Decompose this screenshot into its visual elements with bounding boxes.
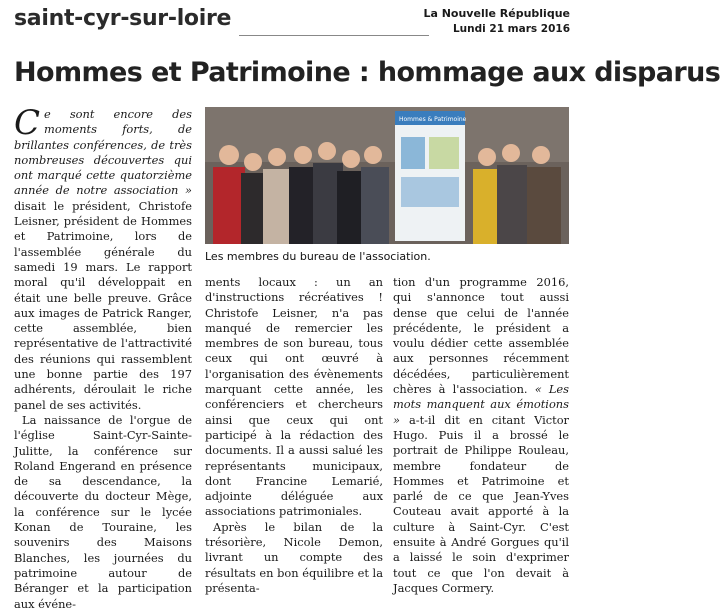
lead-quote: e sont encore des moments forts, de brillantes conférences, de très nombreuses découvertes qui ont marqué cette quatorzième année de notre association » (14, 107, 192, 198)
paragraph-3: ments locaux : un an d'instructions récréatives ! Christofe Leisner, n'a pas manqué de remercier les membres de son bureau, tous ceux qui ont œuvré à l'organisation des évènements marquant cette année, les conférenciers et chercheurs ainsi que ceux qui ont participé à la rédaction des documents. Il a aussi salué les représentants municipaux, dont Francine Lemarié, adjointe déléguée aux associations patrimoniales. (205, 275, 383, 519)
article-photo (205, 107, 569, 244)
newspaper-name: La Nouvelle République (423, 7, 570, 20)
photo-caption: Les membres du bureau de l'association. (205, 250, 431, 263)
article-column-3 (393, 275, 569, 596)
section-title: saint-cyr-sur-loire (14, 6, 232, 31)
paragraph-4: Après le bilan de la trésorière, Nicole Demon, livrant un compte des résultats en bon équilibre et la présenta- (205, 519, 383, 595)
header-rule (239, 35, 429, 36)
group-photo-illustration (205, 107, 569, 244)
article-column-2 (205, 275, 383, 596)
paragraph-5: tion d'un programme 2016, qui s'annonce tout aussi dense que celui de l'année précédente, le président a voulu dédier cette assemblée aux personnes récemment décédées, particulièrement chères à l'association. (393, 275, 569, 397)
paragraph-5-end: a-t-il dit en citant Victor Hugo. Puis il a brossé le portrait de Philippe Rouleau, membre fondateur de Hommes et Patrimoine et parlé de ce que Jean-Yves Couteau avait apporté à la culture à Saint-Cyr. C'est ensuite à André Gorgues qu'il a laissé le soin d'exprimer tout ce que l'on devait à Jacques Cormery. (393, 412, 569, 595)
banner-title: Hommes & Patrimoine (399, 116, 467, 123)
article-headline: Hommes et Patrimoine : hommage aux disparus (14, 57, 720, 88)
article-column-1 (14, 103, 192, 612)
page-header (14, 6, 570, 42)
drop-cap: C (14, 103, 41, 143)
paragraph-2: La naissance de l'orgue de l'église Saint-Cyr-Sainte-Julitte, la conférence sur Roland Engerand en présence de sa descendance, la découverte du docteur Mège, la conférence sur le lycée Konan de Touraine, les souvenirs des Maisons Blanches, les journées du patrimoine autour de Béranger et la participation aux événe- (14, 412, 192, 611)
lead-text: disait le président, Christofe Leisner, président de Hommes et Patrimoine, lors de l'assemblée générale du samedi 19 mars. Le rapport moral qu'il développait en était une belle preuve. Grâce aux images de Patrick Ranger, cette assemblée, bien représentative de l'attractivité des réunions qui rassemblent une bonne partie des 197 adhérents, déroulait le riche panel de ses activités. (14, 198, 192, 412)
hugo-quote: « Les mots manquent aux émotions » (393, 382, 569, 427)
issue-date: Lundi 21 mars 2016 (452, 23, 570, 35)
